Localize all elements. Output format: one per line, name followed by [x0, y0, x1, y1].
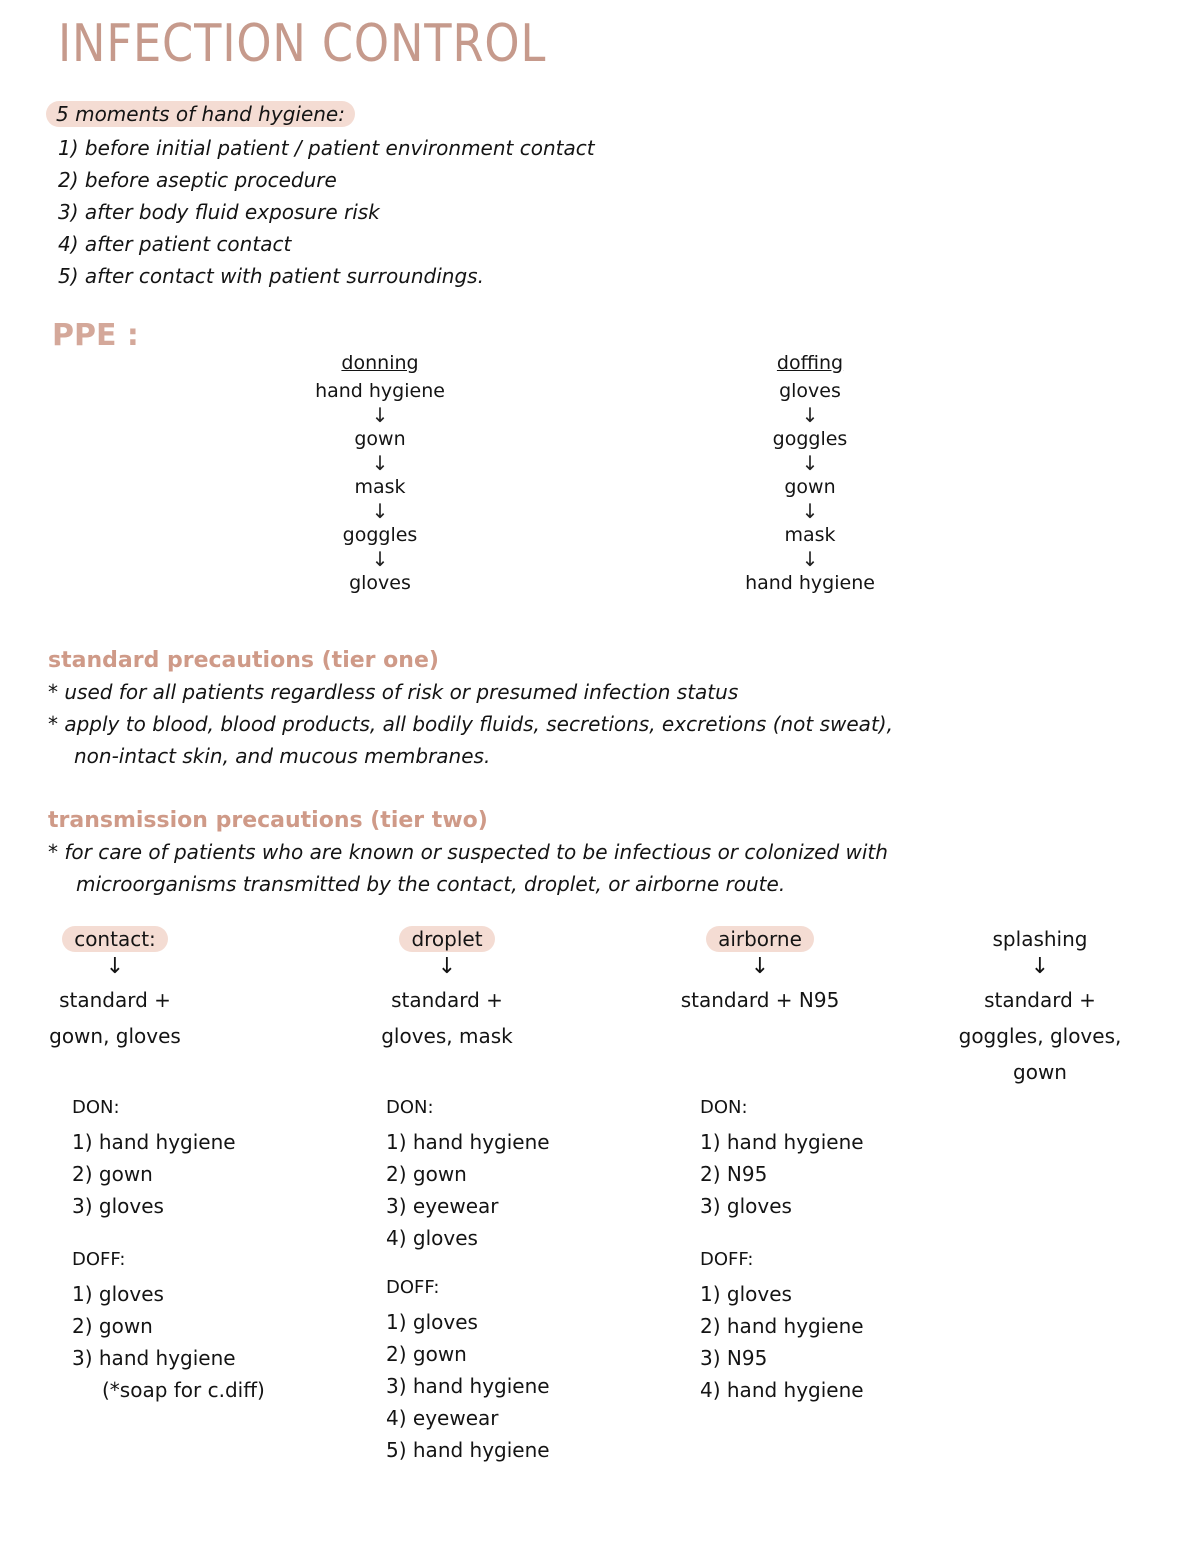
droplet-steps	[386, 1092, 550, 1466]
route-airborne	[660, 926, 860, 1018]
donning-label: donning	[341, 352, 419, 374]
route-result: gloves, mask	[381, 1024, 513, 1048]
standard-bullet: * used for all patients regardless of risk or presumed infection status	[48, 680, 739, 704]
doffing-flow	[720, 352, 900, 596]
standard-precautions-heading: standard precautions (tier one)	[48, 648, 439, 673]
doff-step: 3) N95	[700, 1346, 768, 1370]
hand-hygiene-item: 5) after contact with patient surroundings.	[58, 264, 484, 288]
doff-label: DOFF:	[700, 1249, 754, 1270]
doffing-step: hand hygiene	[745, 572, 875, 594]
standard-bullet: non-intact skin, and mucous membranes.	[74, 744, 491, 768]
doffing-step: gown	[784, 476, 836, 498]
arrow-down-icon: ↓	[105, 954, 125, 979]
hand-hygiene-item: 1) before initial patient / patient environment contact	[58, 136, 595, 160]
arrow-down-icon: ↓	[801, 403, 819, 427]
doff-step: 2) gown	[72, 1314, 153, 1338]
route-result: gown, gloves	[49, 1024, 181, 1048]
page-title: INFECTION CONTROL	[58, 14, 547, 74]
hand-hygiene-item: 2) before aseptic procedure	[58, 168, 337, 192]
doff-step: 3) hand hygiene	[72, 1346, 236, 1370]
doff-step: 2) hand hygiene	[700, 1314, 864, 1338]
donning-step: mask	[354, 476, 406, 498]
doffing-step: mask	[784, 524, 836, 546]
donning-flow	[290, 352, 470, 596]
arrow-down-icon: ↓	[371, 403, 389, 427]
airborne-steps	[700, 1092, 864, 1406]
don-label: DON:	[72, 1097, 120, 1118]
ppe-heading: PPE :	[52, 318, 139, 353]
don-step: 1) hand hygiene	[700, 1130, 864, 1154]
doff-step: 5) hand hygiene	[386, 1438, 550, 1462]
arrow-down-icon: ↓	[1030, 954, 1050, 979]
arrow-down-icon: ↓	[371, 547, 389, 571]
doff-step: 1) gloves	[386, 1310, 478, 1334]
route-tag: airborne	[706, 926, 814, 952]
don-step: 4) gloves	[386, 1226, 478, 1250]
arrow-down-icon: ↓	[437, 954, 457, 979]
route-result: standard + N95	[680, 988, 840, 1012]
route-result: gown	[1013, 1060, 1067, 1084]
doff-step: 2) gown	[386, 1342, 467, 1366]
don-label: DON:	[386, 1097, 434, 1118]
don-step: 2) N95	[700, 1162, 768, 1186]
contact-steps	[72, 1092, 265, 1406]
route-tag: droplet	[399, 926, 494, 952]
arrow-down-icon: ↓	[750, 954, 770, 979]
route-tag: splashing	[992, 927, 1088, 951]
doff-label: DOFF:	[386, 1277, 440, 1298]
hand-hygiene-item: 4) after patient contact	[58, 232, 292, 256]
route-result: standard +	[59, 988, 171, 1012]
donning-step: gloves	[349, 572, 411, 594]
route-splashing	[940, 926, 1140, 1090]
arrow-down-icon: ↓	[801, 451, 819, 475]
route-result: goggles, gloves,	[958, 1024, 1122, 1048]
route-result: standard +	[984, 988, 1096, 1012]
arrow-down-icon: ↓	[801, 499, 819, 523]
route-result: standard +	[391, 988, 503, 1012]
hand-hygiene-heading: 5 moments of hand hygiene:	[46, 101, 355, 127]
don-step: 3) gloves	[72, 1194, 164, 1218]
route-tag: contact:	[62, 926, 168, 952]
transmission-bullet: * for care of patients who are known or suspected to be infectious or colonized with	[48, 840, 888, 864]
arrow-down-icon: ↓	[371, 499, 389, 523]
don-step: 2) gown	[386, 1162, 467, 1186]
arrow-down-icon: ↓	[801, 547, 819, 571]
hand-hygiene-item: 3) after body fluid exposure risk	[58, 200, 380, 224]
transmission-precautions-heading: transmission precautions (tier two)	[48, 808, 488, 833]
don-step: 1) hand hygiene	[72, 1130, 236, 1154]
donning-step: gown	[354, 428, 406, 450]
standard-bullet: * apply to blood, blood products, all bodily fluids, secretions, excretions (not sweat),	[48, 712, 893, 736]
doff-step: 3) hand hygiene	[386, 1374, 550, 1398]
doffing-step: gloves	[779, 380, 841, 402]
don-step: 1) hand hygiene	[386, 1130, 550, 1154]
route-droplet	[372, 926, 522, 1054]
donning-step: hand hygiene	[315, 380, 445, 402]
route-contact	[40, 926, 190, 1054]
donning-step: goggles	[342, 524, 418, 546]
hand-hygiene-heading-wrap	[46, 102, 355, 126]
transmission-bullet: microorganisms transmitted by the contact, droplet, or airborne route.	[76, 872, 786, 896]
doff-step: 1) gloves	[700, 1282, 792, 1306]
doff-step: 1) gloves	[72, 1282, 164, 1306]
don-step: 3) eyewear	[386, 1194, 499, 1218]
don-step: 3) gloves	[700, 1194, 792, 1218]
doffing-step: goggles	[772, 428, 848, 450]
doff-note: (*soap for c.diff)	[102, 1378, 265, 1402]
don-label: DON:	[700, 1097, 748, 1118]
doff-step: 4) eyewear	[386, 1406, 499, 1430]
doff-label: DOFF:	[72, 1249, 126, 1270]
doffing-label: doffing	[776, 352, 844, 374]
arrow-down-icon: ↓	[371, 451, 389, 475]
don-step: 2) gown	[72, 1162, 153, 1186]
doff-step: 4) hand hygiene	[700, 1378, 864, 1402]
